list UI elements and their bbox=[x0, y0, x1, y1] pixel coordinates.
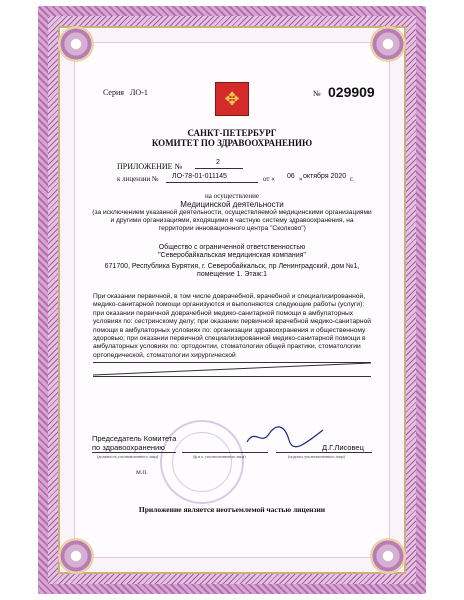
signer-position-line1: Председатель Комитета bbox=[92, 434, 177, 443]
footer-note: Приложение является неотъемлемой частью лицензии bbox=[138, 505, 326, 514]
number-sign: № bbox=[313, 89, 321, 98]
activity-note-line1: (за исключением указанной деятельности, осуществляемой медицинскими организациями bbox=[92, 209, 372, 216]
date-year-suffix: г. bbox=[350, 175, 354, 183]
organization-name-line2: "Северобайкальская медицинская компания" bbox=[158, 252, 306, 259]
activity-note-line3: территории инновационного центра "Сколково") bbox=[158, 225, 306, 232]
license-form-number: 029909 bbox=[328, 84, 375, 100]
page-title-committee: КОМИТЕТ ПО ЗДРАВООХРАНЕНИЮ bbox=[151, 138, 313, 148]
date-close-quote: » bbox=[299, 175, 303, 183]
organization-address-line2: помещение 1. Этаж:1 bbox=[197, 271, 267, 278]
official-seal-stamp bbox=[160, 420, 244, 504]
signer-name: Д.Г.Лисовец bbox=[322, 443, 364, 452]
activity-note-line2: и другими организациями, входящими в частную систему здравоохранения, на bbox=[110, 217, 354, 224]
series-value: ЛО-1 bbox=[130, 88, 148, 97]
services-line: амбулаторных условиях по: ортодонтии, стоматологии общей практики, стоматологии bbox=[93, 343, 361, 351]
services-line: условиях по: сестринскому делу; при оказании первичной врачебной медико-санитарной bbox=[93, 318, 372, 326]
appendix-label: ПРИЛОЖЕНИЕ № bbox=[117, 162, 183, 171]
corner-ornament bbox=[58, 26, 94, 62]
blank-strike-line bbox=[93, 362, 371, 376]
activity-name: Медицинской деятельности bbox=[180, 200, 284, 209]
services-line: помощи в амбулаторных условиях по: организации здравоохранения и общественному bbox=[93, 326, 366, 334]
organization-address-line1: 671700, Республика Бурятия, г. Северобайкальск, пр Ленинградский, дом №1, bbox=[104, 263, 360, 270]
activity-prefix: на осуществление bbox=[204, 192, 260, 200]
date-day: 06 bbox=[287, 173, 295, 180]
organization-name-line1: Общество с ограниченной ответственностью bbox=[158, 244, 306, 251]
services-line: При оказании первичной, в том числе доврачебной, врачебной и специализированной, bbox=[93, 293, 366, 300]
appendix-number: 2 bbox=[216, 159, 220, 166]
caption-name: (ф.и.о. уполномоченного лица) bbox=[193, 454, 246, 459]
caption-position: (должность уполномоченного лица) bbox=[97, 454, 159, 459]
date-month-year: октября 2020 bbox=[303, 173, 347, 180]
signer-position-line2: по здравоохранению bbox=[92, 443, 165, 452]
corner-ornament bbox=[370, 538, 406, 574]
services-line: медико-санитарной помощи организуются и выполняются следующие работы (услуги): bbox=[93, 301, 365, 309]
caption-signature: (подпись уполномоченного лица) bbox=[288, 454, 345, 459]
corner-ornament bbox=[370, 26, 406, 62]
corner-ornament bbox=[58, 538, 94, 574]
services-line: здоровью; при оказании первичной специализированной медико-санитарной помощи в bbox=[93, 335, 366, 342]
page-title-city: САНКТ-ПЕТЕРБУРГ bbox=[187, 128, 277, 138]
license-number: ЛО-78-01-011145 bbox=[172, 173, 227, 180]
services-line: ортопедической, стоматологии хирургической bbox=[93, 351, 236, 359]
license-label: к лицензии № bbox=[117, 175, 159, 183]
series-label: Серия bbox=[103, 88, 124, 97]
date-from-label: от « bbox=[263, 175, 275, 183]
services-line: при оказании первичной доврачебной медико-санитарной помощи в амбулаторных bbox=[93, 309, 354, 317]
russian-coat-of-arms-icon: ✥ bbox=[215, 82, 249, 116]
stamp-place-label: М.П. bbox=[136, 470, 148, 476]
handwritten-signature bbox=[245, 424, 325, 448]
